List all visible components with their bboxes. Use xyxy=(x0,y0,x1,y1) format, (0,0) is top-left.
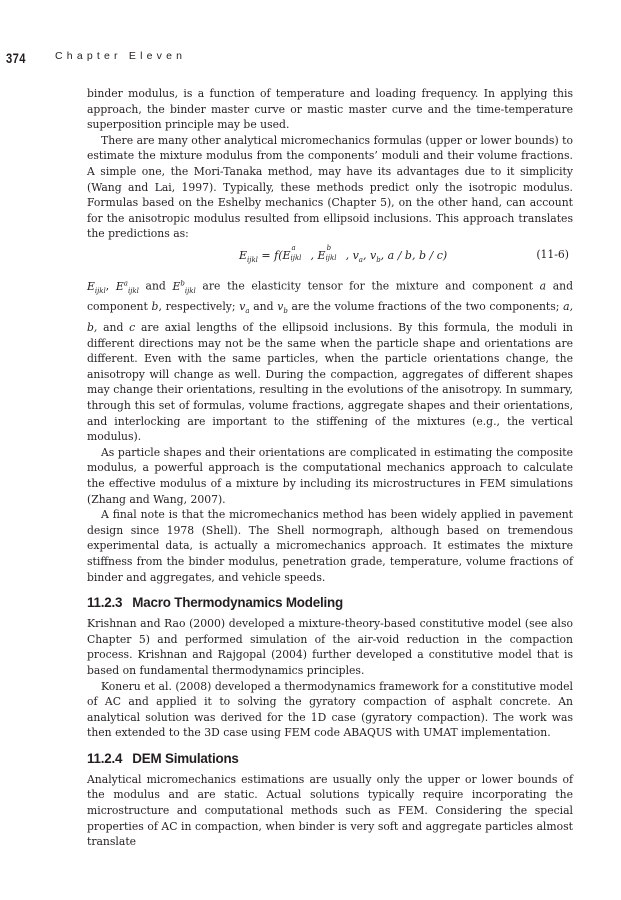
chapter-title: Chapter Eleven xyxy=(55,50,187,62)
page-body xyxy=(87,86,573,850)
paragraph: As particle shapes and their orientations are complicated in estimating the composite modulus, a powerful approach is the computational mechanics approach to calculate the effective modulus of a mixture by including its microstructures in FEM simulations (Zhang and Wang, 2007). xyxy=(87,445,573,506)
section-title: DEM Simulations xyxy=(132,750,239,766)
equation-body: $E_{ijkl} = f(E$ a ijkl , E b ijkl , $v_a$, $v_b$, a / b, b / c) xyxy=(239,243,448,265)
section-number: 11.2.3 xyxy=(87,595,123,611)
paragraph: There are many other analytical micromechanics formulas (upper or lower bounds) to estimate the mixture modulus from the components’ moduli and their volume fractions. A simple one, the Mori-Tanaka method, may have its advantages due to it simplicity (Wang and Lai, 1997). Typically, these methods predict only the isotropic modulus. Formulas based on the Eshelby mechanics (Chapter 5), on the other hand, can account for the anisotropic modulus resulted from ellipsoid inclusions. This approach translates the predictions as: xyxy=(87,133,573,241)
paragraph: Krishnan and Rao (2000) developed a mixture-theory-based constitutive model (see also Chapter 5) and performed simulation of the air-void reduction in the compaction process. Krishnan and Rajgopal (2004) further developed a constitutive model that is based on fundamental thermodynamics principles. xyxy=(87,617,573,677)
section-heading xyxy=(87,751,573,767)
section-title: Macro Thermodynamics Modeling xyxy=(132,595,344,611)
section-number: 11.2.4 xyxy=(87,750,123,766)
equation-11-6 xyxy=(87,245,573,265)
page-number: 374 xyxy=(6,50,26,66)
section-heading xyxy=(87,595,573,611)
paragraph: Koneru et al. (2008) developed a thermodynamics framework for a constitutive model of AC and applied it to solving the gyratory compaction of asphalt concrete. An analytical solution was derived for the 1D case (gyratory compaction). The work was then extended to the 3D case using FEM code ABAQUS with UMAT implementation. xyxy=(87,679,573,740)
paragraph: binder modulus, is a function of temperature and loading frequency. In applying this approach, the binder master curve or mastic master curve and the time-temperature superposition principle may be used. xyxy=(87,87,573,132)
equation-number: (11-6) xyxy=(536,247,569,261)
paragraph: A final note is that the micromechanics method has been widely applied in pavement design since 1978 (Shell). The Shell normograph, although based on tremendous experimental data, is actually a micromechanics approach. It estimates the mixture stiffness from the binder modulus, penetration grade, temperature, volume fractions of binder and aggregates, and vehicle speeds. xyxy=(87,508,573,584)
paragraph: Analytical micromechanics estimations are usually only the upper or lower bounds of the modulus and are static. Actual solutions typically require incorporating the microstructure and computational methods such as FEM. Considering the special properties of AC in compaction, when binder is very soft and aggregate particles almost translate xyxy=(87,772,573,849)
paragraph: $E_{ijkl}$, $E^a_{ijkl}$ and $E^b_{ijkl}$ are the elasticity tensor for the mixture and component a and component b, respectively; $v_a$ and $v_b$ are the volume fractions of the two components; a, b, and c are axial lengths of the ellipsoid inclusions. By this formula, the moduli in different directions may not be the same when the particle shape and orientations are different. Even with the same particles, when the particle orientations change, the anisotropy will change as well. During the compaction, aggregates of different shapes may change their orientations, resulting in the evolutions of the anisotropy. In summary, through this set of formulas, volume fractions, aggregate shapes and their orientations, and interlocking are important to the stiffening of the mixtures (e.g., the vertical modulus). xyxy=(87,278,574,444)
running-header xyxy=(6,48,187,66)
